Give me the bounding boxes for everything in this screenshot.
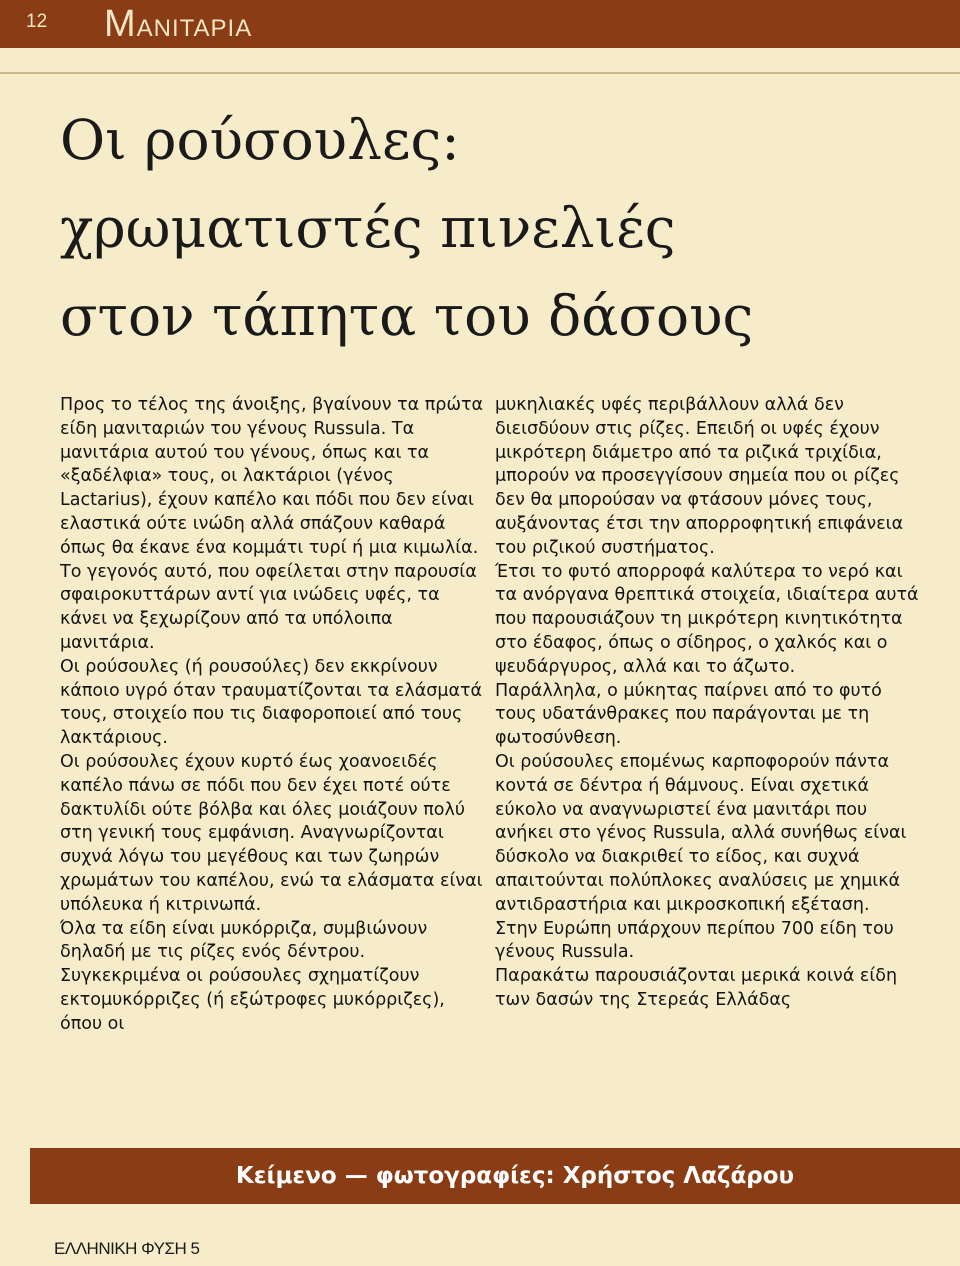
article-title-line: Οι ρούσουλες:: [60, 108, 460, 172]
paragraph: Παρακάτω παρουσιάζονται μερικά κοινά είδη των δασών της Στερεάς Ελλάδας: [495, 966, 898, 1010]
article-title-line: χρωματιστές πινελιές: [60, 196, 676, 260]
paragraph: Οι ρούσουλες έχουν κυρτό έως χοανοειδές καπέλο πάνω σε πόδι που δεν έχει ποτέ ούτε δακτυλίδι ούτε βόλβα και όλες μοιάζουν πολύ στη γενική τους εμφάνιση. Αναγνωρίζονται συχνά λόγω του μεγέθους και των ζωηρών χρωμάτων του καπέλου, ενώ τα ελάσματα είναι υπόλευκα ή κιτρινωπά.: [60, 751, 483, 915]
paragraph: Στην Ευρώπη υπάρχουν περίπου 700 είδη του γένους Russula.: [495, 918, 894, 963]
paragraph: Προς το τέλος της άνοιξης, βγαίνουν τα πρώτα είδη μανιταριών του γένους Russula. Τα μανιτάρια αυτού του γένους, όπως και τα «ξαδέλφια» τους, οι λακτάριοι (γένος Lactarius), έχουν καπέλο και πόδι που δεν είναι ελαστικά ούτε ινώδη αλλά σπάζουν καθαρά όπως θα έκανε ένα κομμάτι τυρί ή μια κιμωλία.: [60, 395, 484, 558]
article-title: [60, 96, 940, 360]
credits-bar: Κείμενο — φωτογραφίες: Χρήστος Λαζάρου: [30, 1148, 960, 1204]
article-title-line: στον τάπητα του δάσους: [60, 284, 754, 348]
paragraph: Έτσι το φυτό απορροφά καλύτερα το νερό και τα ανόργανα θρεπτικά στοιχεία, ιδιαίτερα αυτά που παρουσιάζουν τη μικρότερη κινητικότητα στο έδαφος, όπως ο σίδηρος, ο χαλκός και ο ψευδάργυρος, αλλά και το άζωτο.: [495, 561, 919, 677]
text-column-left: [60, 394, 490, 1037]
header-divider: [0, 72, 960, 74]
section-title-rest: ΑΝΙΤΑΡΙΑ: [136, 15, 253, 42]
magazine-name: ΕΛΛΗΝΙΚΗ ΦΥΣΗ 5: [54, 1239, 200, 1258]
text-column-right: [495, 394, 925, 1013]
page-number: 12: [26, 11, 48, 32]
paragraph: μυκηλιακές υφές περιβάλλουν αλλά δεν διεισδύουν στις ρίζες. Επειδή οι υφές έχουν μικρότερη διάμετρο από τα ριζικά τριχίδια, μπορούν να προσεγγίσουν σημεία που οι ρίζες δεν θα μπορούσαν να φτάσουν μόνες τους, αυξάνοντας έτσι την απορροφητική επιφάνεια του ριζικού συστήματος.: [495, 395, 904, 558]
paragraph: Παράλληλα, ο μύκητας παίρνει από το φυτό τους υδατάνθρακες που παράγονται με τη φωτοσύνθεση.: [495, 680, 882, 749]
section-title-initial: Μ: [104, 3, 137, 45]
section-title: [104, 0, 252, 53]
paragraph: Οι ρούσουλες (ή ρουσούλες) δεν εκκρίνουν κάποιο υγρό όταν τραυματίζονται τα ελάσματά τους, στοιχείο που τις διαφοροποιεί από τους λακτάριους.: [60, 656, 483, 749]
header-bar: [0, 0, 960, 48]
paragraph: Όλα τα είδη είναι μυκόρριζα, συμβιώνουν δηλαδή με τις ρίζες ενός δέντρου. Συγκεκριμένα οι ρούσουλες σχηματίζουν εκτομυκόρριζες (ή εξώτροφες μυκόρριζες), όπου οι: [60, 918, 445, 1034]
paragraph: Το γεγονός αυτό, που οφείλεται στην παρουσία σφαιροκυττάρων αντί για ινώδεις υφές, τα κάνει να ξεχωρίζουν από τα υπόλοιπα μανιτάρια.: [60, 561, 477, 653]
paragraph: Οι ρούσουλες επομένως καρποφορούν πάντα κοντά σε δέντρα ή θάμνους. Είναι σχετικά εύκολο να αναγνωριστεί ένα μανιτάρι που ανήκει στο γένος Russula, αλλά συνήθως είναι δύσκολο να διακριθεί το είδος, και συχνά απαιτούνται πολύπλοκες αναλύσεις με χημικά αντιδραστήρια και μικροσκοπική εξέταση.: [495, 751, 907, 915]
